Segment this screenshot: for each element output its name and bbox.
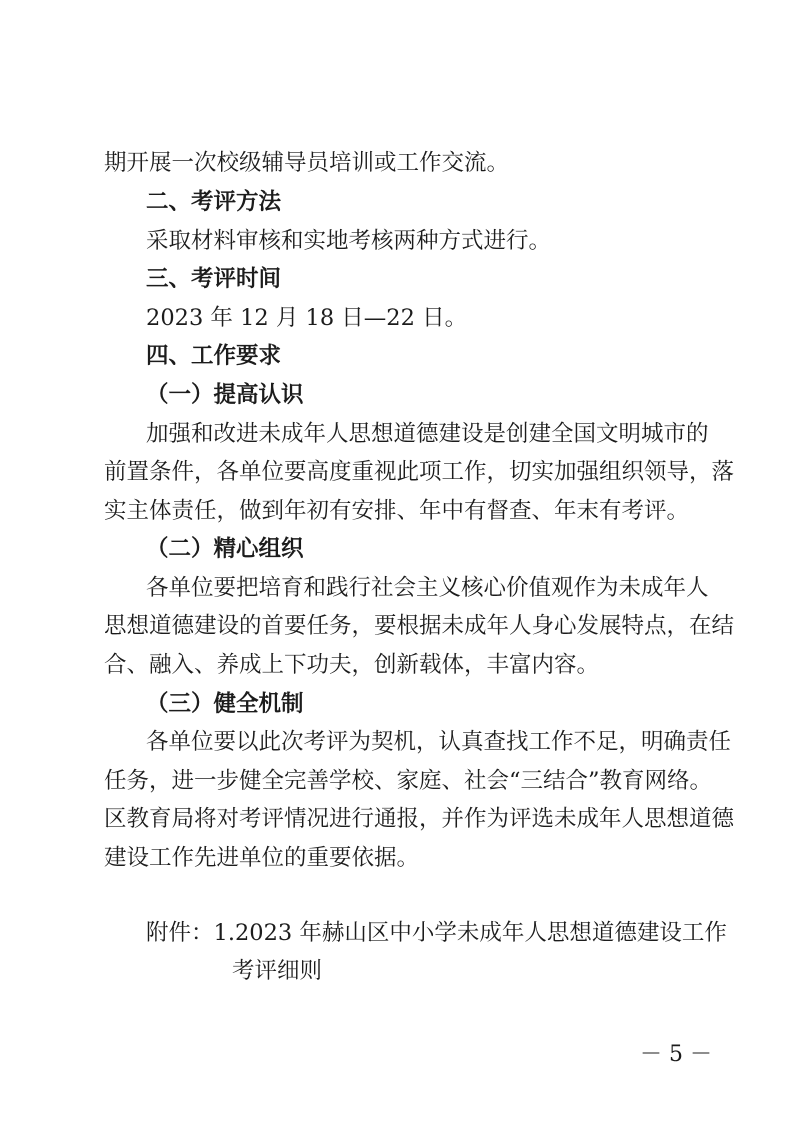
paragraph-organization-line-2: 思想道德建设的首要任务，要根据未成年人身心发展特点，在结 <box>104 613 735 639</box>
paragraph-mechanism-line-2: 任务，进一步健全完善学校、家庭、社会“三结合”教育网络。 <box>104 768 713 794</box>
paragraph-mechanism-line-1: 各单位要以此次考评为契机，认真查找工作不足，明确责任 <box>146 729 732 755</box>
paragraph-continuation: 期开展一次校级辅导员培训或工作交流。 <box>104 150 510 176</box>
paragraph-organization-line-1: 各单位要把培育和践行社会主义核心价值观作为未成年人 <box>146 575 709 601</box>
paragraph-awareness-line-3: 实主体责任，做到年初有安排、年中有督查、年末有考评。 <box>104 498 690 524</box>
section-heading-method: 二、考评方法 <box>146 189 282 215</box>
paragraph-time: 2023 年 12 月 18 日—22 日。 <box>146 305 468 331</box>
paragraph-mechanism-line-3: 区教育局将对考评情况进行通报，并作为评选未成年人思想道德 <box>104 806 735 832</box>
section-heading-requirements: 四、工作要求 <box>146 343 282 369</box>
paragraph-awareness-line-1: 加强和改进未成年人思想道德建设是创建全国文明城市的 <box>146 421 709 447</box>
paragraph-mechanism-line-4: 建设工作先进单位的重要依据。 <box>104 845 420 871</box>
section-heading-time: 三、考评时间 <box>146 266 282 292</box>
subheading-mechanism: （三）健全机制 <box>146 691 304 717</box>
subheading-organization: （二）精心组织 <box>146 536 304 562</box>
page-number: － 5 － <box>640 1042 712 1067</box>
subheading-awareness: （一）提高认识 <box>146 382 304 408</box>
attachment-line-1: 附件：1.2023 年赫山区中小学未成年人思想道德建设工作 <box>146 920 727 946</box>
paragraph-organization-line-3: 合、融入、养成上下功夫，创新载体，丰富内容。 <box>104 652 600 678</box>
paragraph-method: 采取材料审核和实地考核两种方式进行。 <box>146 228 552 254</box>
paragraph-awareness-line-2: 前置条件，各单位要高度重视此项工作，切实加强组织领导，落 <box>104 459 735 485</box>
attachment-line-2: 考评细则 <box>232 958 323 984</box>
